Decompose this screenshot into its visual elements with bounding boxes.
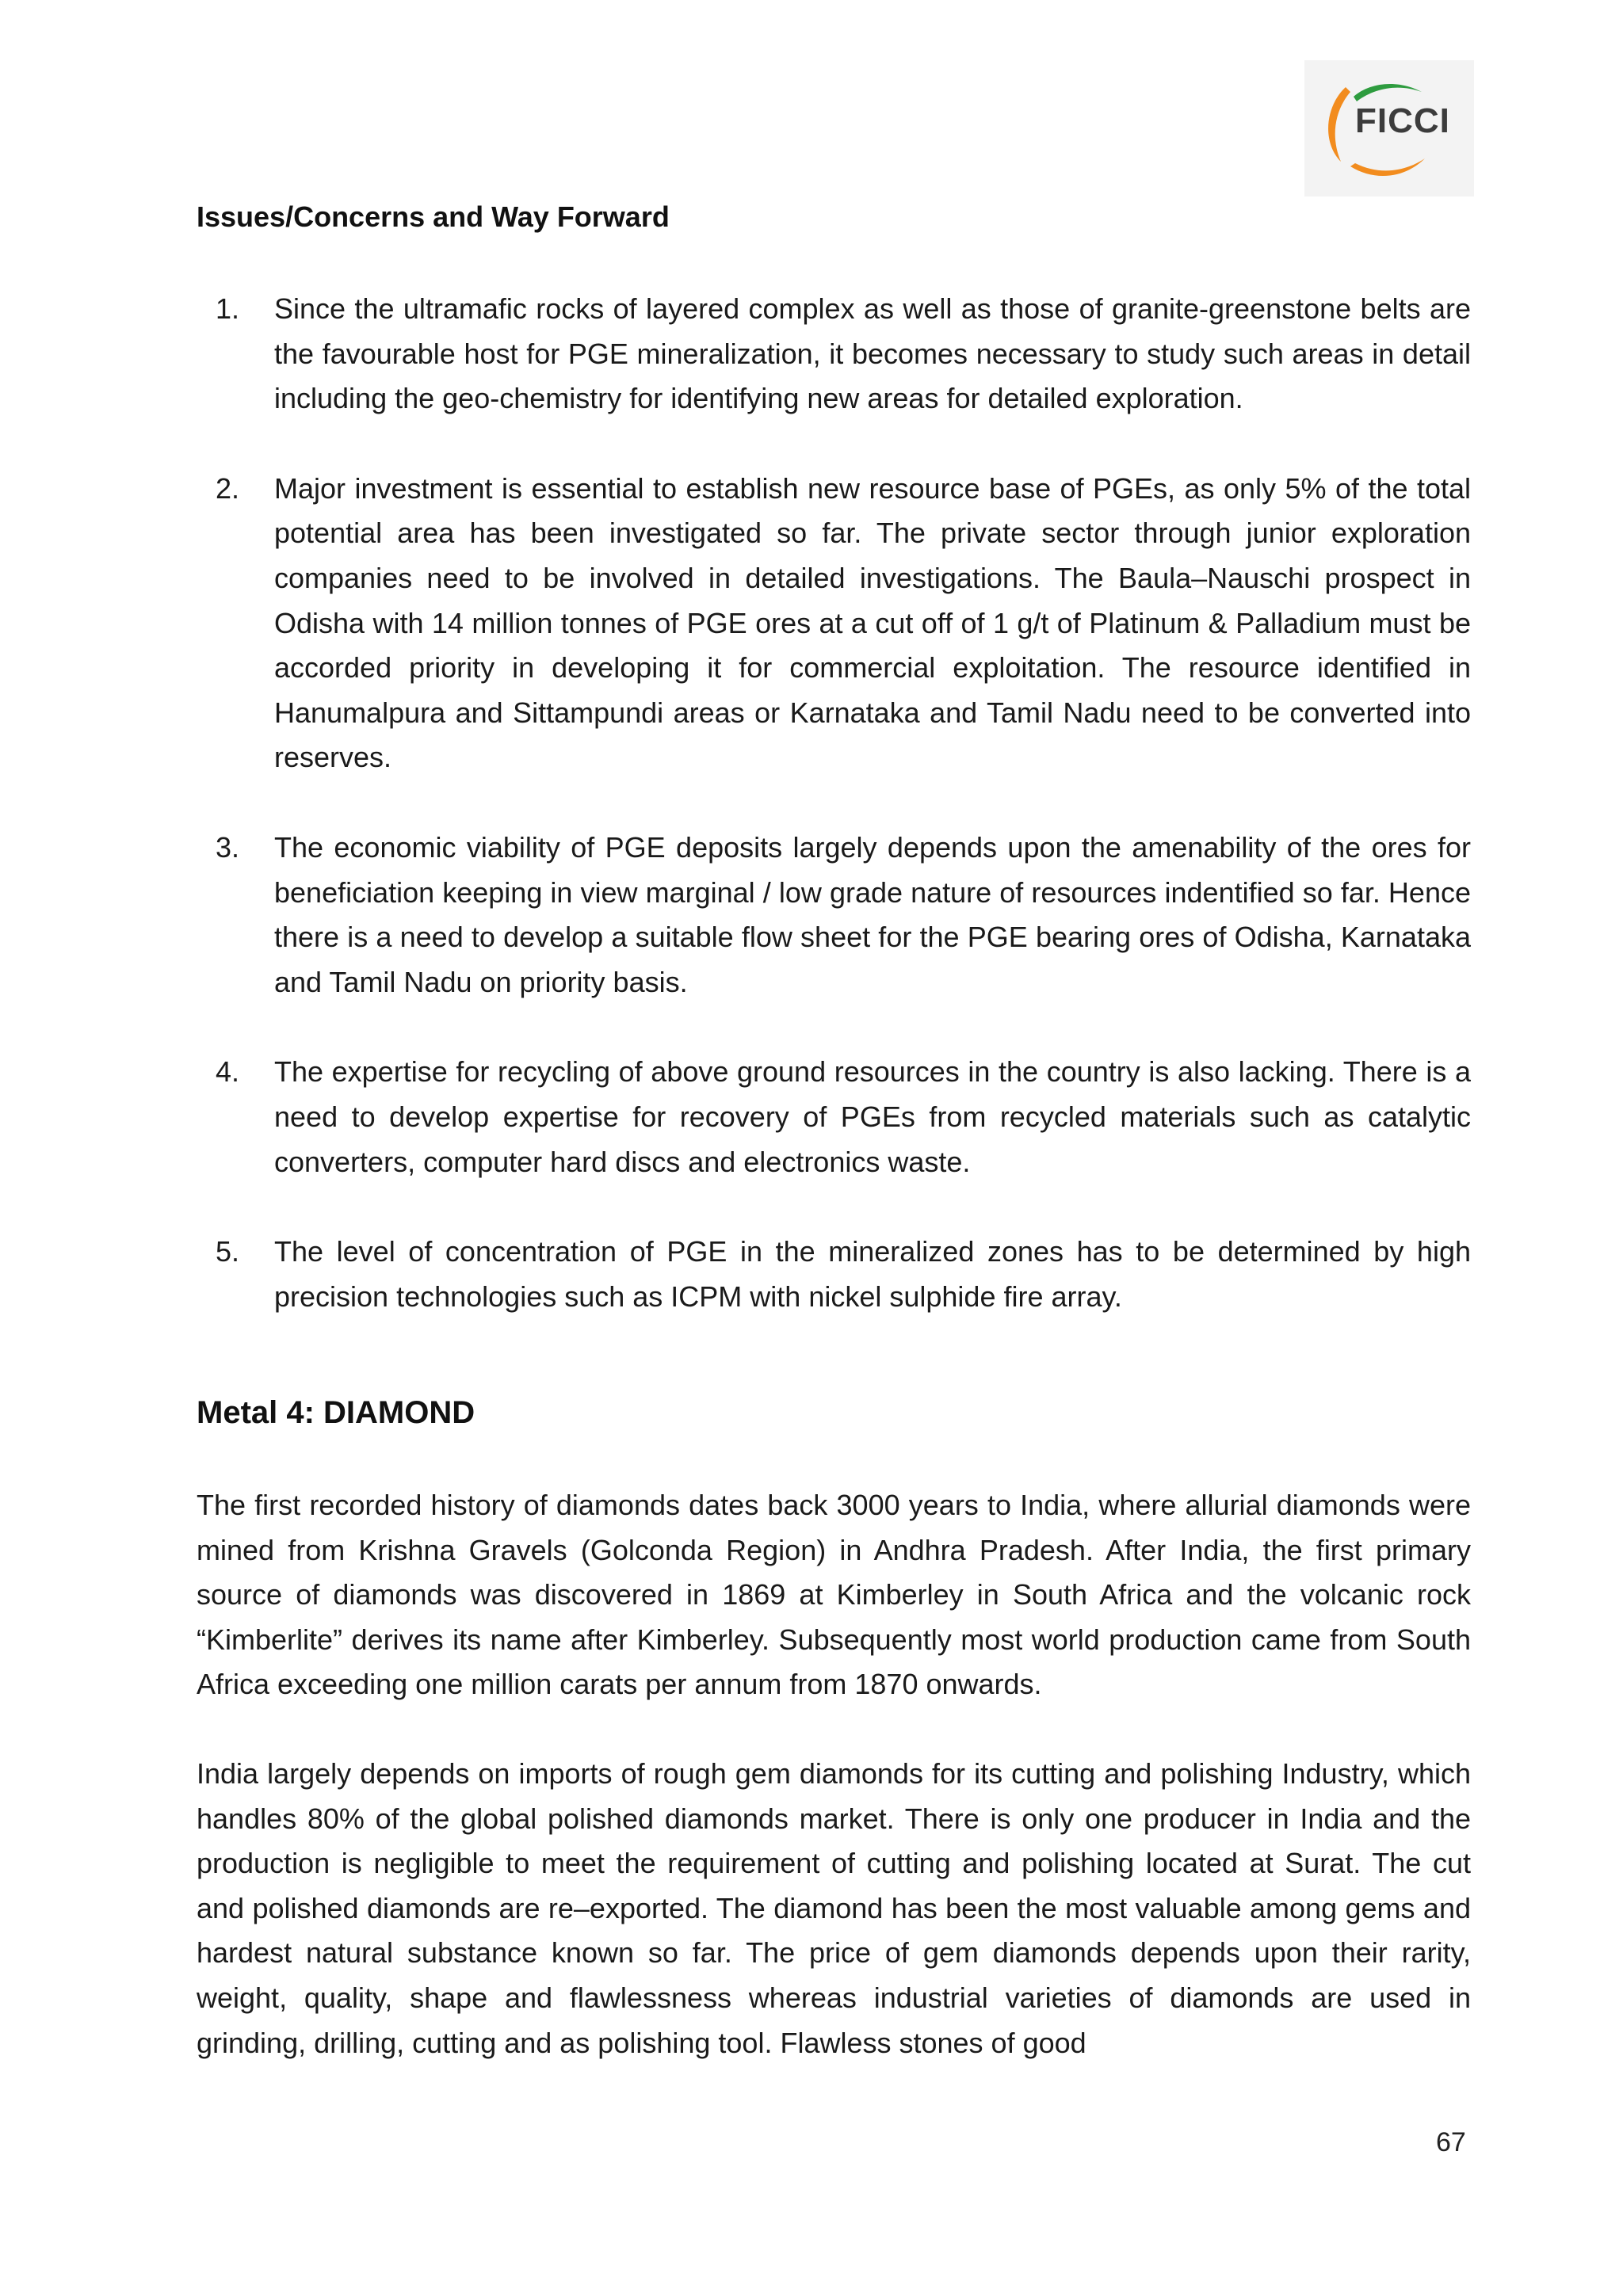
list-item xyxy=(197,1050,1471,1184)
list-item xyxy=(197,467,1471,780)
ficci-logo xyxy=(1304,60,1474,196)
list-item xyxy=(197,826,1471,1005)
ficci-logo-text: FICCI xyxy=(1355,101,1450,140)
list-item-number: 4. xyxy=(216,1055,240,1089)
list-item xyxy=(197,287,1471,421)
diamond-heading: Metal 4: DIAMOND xyxy=(197,1395,475,1430)
list-item-number: 5. xyxy=(216,1235,240,1268)
diamond-paragraph-india: India largely depends on imports of rough gem diamonds for its cutting and polishing Industry, which handles 80% of the global polished diamonds market. There is only one producer in India and the production is negligible to meet the requirement of cutting and polishing located at Surat. The cut and polished diamonds are re–exported. The diamond has been the most valuable among gems and hardest natural substance known so far. The price of gem diamonds depends upon their rarity, weight, quality, shape and flawlessness whereas industrial varieties of diamonds are used in grinding, drilling, cutting and as polishing tool. Flawless stones of good xyxy=(197,1757,1471,2059)
list-item-text: The expertise for recycling of above ground resources in the country is also lacking. There is a need to develop expertise for recovery of PGEs from recycled materials such as catalytic converters, computer hard discs and electronics waste. xyxy=(274,1055,1471,1178)
issues-list xyxy=(197,287,1471,1364)
list-item-text: The economic viability of PGE deposits largely depends upon the amenability of the ores for beneficiation keeping in view marginal / low grade nature of resources indentified so far. Hence there is a need to develop a suitable flow sheet for the PGE bearing ores of Odisha, Karnataka and Tamil Nadu on priority basis. xyxy=(274,830,1471,998)
list-item xyxy=(197,1230,1471,1319)
list-item-text: The level of concentration of PGE in the mineralized zones has to be determined by high precision technologies such as ICPM with nickel sulphide fire array. xyxy=(274,1235,1471,1313)
list-item-number: 3. xyxy=(216,830,240,864)
list-item-text: Major investment is essential to establish new resource base of PGEs, as only 5% of the total potential area has been investigated so far. The private sector through junior exploration companies need to be involved in detailed investigations. The Baula–Nauschi prospect in Odisha with 14 million tonnes of PGE ores at a cut off of 1 g/t of Platinum & Palladium must be accorded priority in developing it for commercial exploitation. The resource identified in Hanumalpura and Sittampundi areas or Karnataka and Tamil Nadu need to be converted into reserves. xyxy=(274,471,1471,774)
list-item-number: 1. xyxy=(216,292,240,325)
issues-heading: Issues/Concerns and Way Forward xyxy=(197,200,670,233)
diamond-paragraph-history: The first recorded history of diamonds dates back 3000 years to India, where allurial diamonds were mined from Krishna Gravels (Golconda Region) in Andhra Pradesh. After India, the first primary source of diamonds was discovered in 1869 at Kimberley in South Africa and the volcanic rock “Kimberlite” derives its name after Kimberley. Subsequently most world production came from South Africa exceeding one million carats per annum from 1870 onwards. xyxy=(197,1489,1471,1701)
page-number: 67 xyxy=(1436,2127,1466,2157)
list-item-text: Since the ultramafic rocks of layered complex as well as those of granite-greenstone belts are the favourable host for PGE mineralization, it becomes necessary to study such areas in detail including the geo-chemistry for identifying new areas for detailed exploration. xyxy=(274,292,1471,415)
list-item-number: 2. xyxy=(216,471,240,505)
